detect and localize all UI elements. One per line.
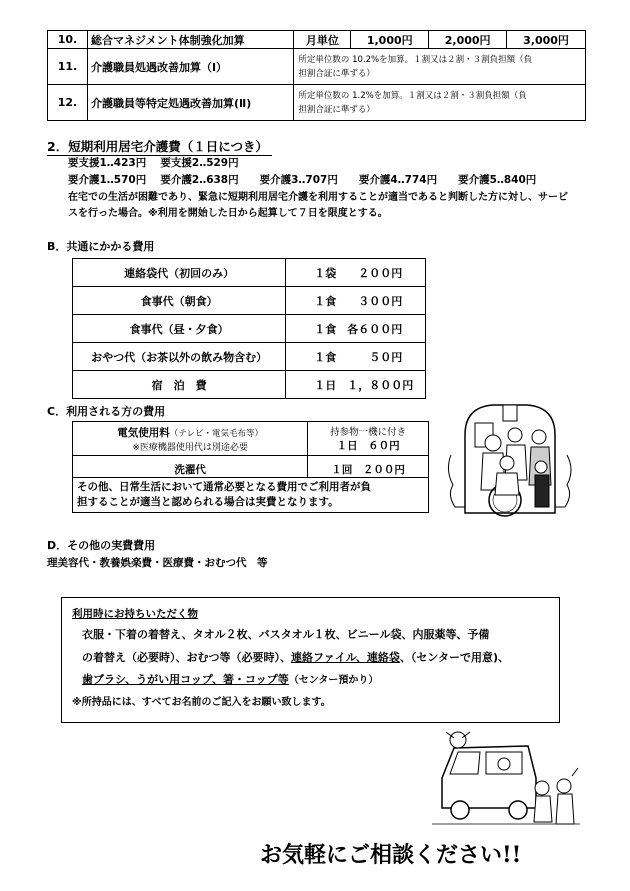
cost-item: 連絡袋代（初回のみ） bbox=[73, 259, 286, 287]
other-costs-line: その他、日常生活において通常必要となる費用でご利用者が負 bbox=[77, 481, 371, 493]
laundry-label: 洗濯代 bbox=[73, 456, 308, 478]
items-line-part: 連絡ファイル、連絡袋 bbox=[291, 651, 400, 664]
cost-item: 食事代（朝食） bbox=[73, 287, 286, 315]
row-number: 10. bbox=[48, 31, 88, 49]
table-row bbox=[48, 31, 586, 49]
electricity-label: 電気使用料 bbox=[117, 426, 170, 439]
additional-fees-table bbox=[47, 30, 586, 121]
table-row bbox=[73, 456, 429, 478]
laundry-price: １回 ２００円 bbox=[308, 456, 429, 478]
family-house-illustration bbox=[445, 395, 575, 525]
table-row bbox=[48, 85, 586, 121]
row-number: 12. bbox=[48, 85, 88, 121]
section-d-title: D．その他の実費費用 bbox=[47, 539, 156, 552]
cost-item: おやつ代（お茶以外の飲み物含む） bbox=[73, 343, 286, 371]
items-line-part: の着替え（必要時）、おむつ等（必要時）、 bbox=[82, 651, 291, 664]
description-line: 所定単位数の 1.2%を加算。１割又は２割・３割負担額（負 bbox=[298, 90, 527, 101]
electricity-price: １日 ６０円 bbox=[336, 440, 400, 452]
closing-message: お気軽にご相談ください!! bbox=[260, 842, 522, 868]
row-name: 介護職員等特定処遇改善加算(Ⅱ) bbox=[87, 85, 293, 121]
items-line bbox=[82, 649, 509, 665]
electricity-price-cell bbox=[308, 422, 429, 456]
row-description bbox=[294, 49, 586, 85]
items-to-bring-box bbox=[61, 597, 560, 723]
van-illustration bbox=[432, 728, 580, 830]
section2-title: 2．短期利用居宅介護費（１日につき） bbox=[47, 137, 272, 156]
row-description bbox=[294, 85, 586, 121]
cost-price: １袋 ２００円 bbox=[286, 259, 426, 287]
description-line: 所定単位数の 10.2%を加算。１割又は２割・３割負担額（負 bbox=[298, 54, 533, 65]
items-note: ※所持品には、すべてお名前のご記入をお願い致します。 bbox=[72, 697, 331, 708]
row-unit: 月単位 bbox=[294, 31, 351, 49]
care-rates: 要介護1‥570円 要介護2‥638円 要介護3‥707円 要介護4‥774円 要介護5‥840円 bbox=[68, 174, 537, 186]
row-value: 1,000円 bbox=[351, 31, 429, 49]
table-row bbox=[73, 259, 426, 287]
electricity-note: （テレビ・電気毛布等） bbox=[169, 428, 264, 439]
table-row bbox=[73, 287, 426, 315]
row-value: 2,000円 bbox=[429, 31, 507, 49]
cost-price: １食 各６００円 bbox=[286, 315, 426, 343]
cost-price: １食 ３００円 bbox=[286, 287, 426, 315]
section2-note: 在宅での生活が困難であり、緊急に短期利用居宅介護を利用することが適当であると判断した方に対し、サービ bbox=[68, 192, 568, 203]
row-number: 11. bbox=[48, 49, 88, 85]
row-value: 3,000円 bbox=[507, 31, 586, 49]
section-c-title: C．利用される方の費用 bbox=[47, 405, 166, 418]
row-name: 介護職員処遇改善加算（Ⅰ） bbox=[87, 49, 293, 85]
other-costs-line: 担することが適当と認められる場合は実費となります。 bbox=[77, 496, 339, 508]
medical-device-note: ※医療機器使用代は別途必要 bbox=[132, 442, 248, 453]
row-name: 総合マネジメント体制強化加算 bbox=[87, 31, 293, 49]
cost-price: １日 １，８００円 bbox=[286, 371, 426, 399]
description-line: 担割合証に準ずる） bbox=[298, 104, 375, 115]
section-d-line: 理美容代・教養娯楽費・医療費・おむつ代 等 bbox=[47, 557, 268, 569]
electricity-price-head: 持参物一機に付き bbox=[330, 427, 407, 438]
table-row bbox=[73, 371, 426, 399]
other-costs-cell bbox=[73, 478, 429, 513]
cost-item: 宿 泊 費 bbox=[73, 371, 286, 399]
section2-note: スを行った場合。※利用を開始した日から起算して７日を限度とする。 bbox=[68, 208, 388, 219]
items-line bbox=[82, 671, 378, 687]
items-line: 衣服・下着の着替え、タオル２枚、バスタオル１枚、ビニール袋、内服薬等、予備 bbox=[82, 628, 490, 641]
table-row bbox=[48, 49, 586, 85]
table-row bbox=[73, 478, 429, 513]
section-b-title: B．共通にかかる費用 bbox=[47, 240, 155, 253]
cost-item: 食事代（昼・夕食） bbox=[73, 315, 286, 343]
items-line-part: 歯ブラシ、うがい用コップ、箸・コップ等 bbox=[82, 673, 289, 686]
table-row bbox=[73, 315, 426, 343]
user-costs-table bbox=[72, 421, 429, 513]
items-line-part: 、（センターで用意)、 bbox=[399, 651, 509, 664]
common-costs-table bbox=[72, 258, 426, 399]
items-box-title: 利用時にお持ちいただく物 bbox=[72, 608, 198, 620]
electricity-cell bbox=[73, 422, 308, 456]
table-row bbox=[73, 343, 426, 371]
cost-price: １食 ５０円 bbox=[286, 343, 426, 371]
description-line: 担割合証に準ずる） bbox=[298, 68, 375, 79]
items-line-part: （センター預かり） bbox=[288, 675, 379, 686]
support-rates: 要支援1‥423円 要支援2‥529円 bbox=[68, 157, 239, 169]
table-row bbox=[73, 422, 429, 456]
